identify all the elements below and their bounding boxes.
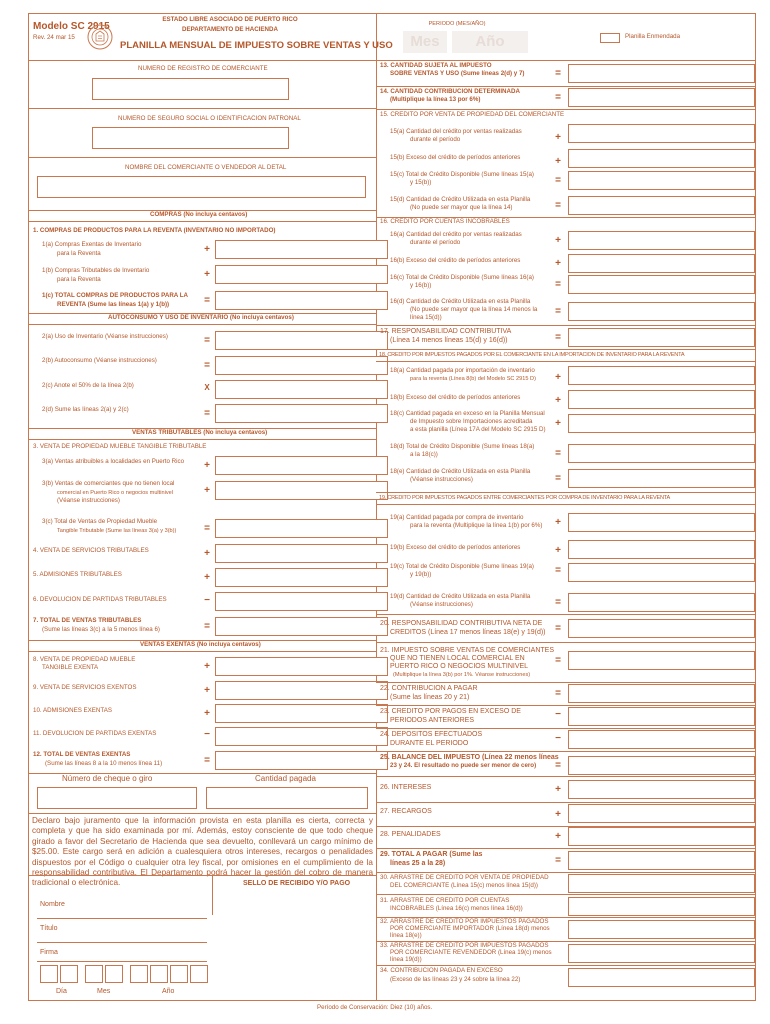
line-19-header: 19. CREDITO POR IMPUESTOS PAGADOS ENTRE COMERCIANTES POR COMPRA DE INVENTARIO PARA LA REVENTA: [379, 495, 670, 501]
line-2d-amount[interactable]: [215, 404, 388, 423]
plus-icon: +: [555, 235, 561, 246]
line-20-amount[interactable]: [568, 619, 755, 638]
minus-icon: −: [555, 709, 561, 720]
period-year-placeholder: Año: [475, 33, 505, 50]
line-22-label-2: (Sume las líneas 20 y 21): [390, 694, 470, 701]
line-7-label-2: (Sume las líneas 3(c) a la 5 menos línea 6): [42, 626, 160, 633]
divider: [28, 813, 376, 814]
line-15c-label-2: y 15(b)): [410, 179, 432, 186]
plus-icon: +: [204, 685, 210, 696]
plus-icon: +: [204, 485, 210, 496]
line-16c-label-2: y 16(b)): [410, 282, 432, 289]
line-2b-label: 2(b) Autoconsumo (Véanse instrucciones): [42, 357, 157, 364]
line-2a-amount[interactable]: [215, 331, 388, 350]
line-4-amount[interactable]: [215, 544, 388, 563]
line-18a-label-2: para la reventa (Línea 8(b) del Modelo SC 2915 D): [410, 376, 536, 382]
line-18e-label: 18(e) Cantidad de Crédito Utilizada en esta Planilla: [390, 468, 531, 475]
line-18b-label: 18(b) Exceso del crédito de períodos anteriores: [390, 394, 521, 401]
equals-icon: =: [555, 760, 561, 771]
check-number-field[interactable]: [37, 787, 197, 809]
department-name: DEPARTAMENTO DE HACIENDA: [182, 26, 278, 33]
equals-icon: =: [555, 623, 561, 634]
line-34-label-2: (Exceso de las líneas 23 y 24 sobre la línea 22): [390, 976, 521, 983]
divider: [376, 776, 756, 777]
line-12-label-2: (Sume las líneas 8 a la 10 menos línea 11): [45, 760, 163, 767]
state-name: ESTADO LIBRE ASOCIADO DE PUERTO RICO: [162, 16, 298, 23]
line-23-label-2: PERIODOS ANTERIORES: [390, 717, 475, 724]
divider: [376, 361, 756, 362]
line-18d-label: 18(d) Total de Crédito Disponible (Sume líneas 18(a): [390, 443, 535, 450]
line-1c-label: 1(c) TOTAL COMPRAS DE PRODUCTOS PARA LA: [42, 292, 188, 299]
line-8-label-2: TANGIBLE EXENTA: [42, 664, 99, 671]
equals-icon: =: [204, 360, 210, 371]
line-28-label: 28. PENALIDADES: [380, 831, 441, 838]
line-16d-label: 16(d) Cantidad de Crédito Utilizada en esta Planilla: [390, 298, 531, 305]
check-number-label: Número de cheque o giro: [62, 774, 153, 783]
line-14-amount[interactable]: [568, 88, 755, 107]
plus-icon: +: [555, 809, 561, 820]
divider: [28, 439, 376, 440]
line-15b-amount[interactable]: [568, 149, 755, 168]
signature-title-label: Título: [40, 925, 58, 932]
divider: [376, 349, 756, 350]
line-25-label: 25. BALANCE DEL IMPUESTO (Línea 22 menos líneas: [380, 754, 559, 761]
line-3b-amount[interactable]: [215, 481, 388, 500]
form-code: Modelo SC 2915: [33, 21, 110, 32]
line-15c-label: 15(c) Total de Crédito Disponible (Sume líneas 15(a): [390, 171, 534, 178]
line-19a-label-2: para la reventa (Multiplique la línea 1(b) por 6%): [410, 522, 543, 529]
divider: [212, 875, 213, 915]
line-29-label: 29. TOTAL A PAGAR (Sume las: [380, 851, 483, 858]
line-3b-label: 3(b) Ventas de comerciantes que no tienen local: [42, 480, 175, 487]
date-year-label: Año: [162, 988, 175, 995]
plus-icon: +: [555, 545, 561, 556]
line-21-amount[interactable]: [568, 651, 755, 670]
line-18d-amount[interactable]: [568, 444, 755, 463]
plus-icon: +: [204, 269, 210, 280]
plus-icon: +: [555, 395, 561, 406]
line-5-label: 5. ADMISIONES TRIBUTABLES: [33, 571, 122, 578]
period-month-input[interactable]: [403, 31, 447, 53]
header-divider: [28, 60, 756, 61]
line-18c-label-2: de Impuesto sobre Importaciones acreditada: [410, 418, 533, 425]
plus-icon: +: [555, 372, 561, 383]
line-34-amount[interactable]: [568, 968, 755, 987]
line-11-amount[interactable]: [215, 727, 388, 746]
divider: [376, 614, 756, 615]
divider: [376, 86, 756, 87]
line-18a-amount[interactable]: [568, 366, 755, 385]
divider: [376, 728, 756, 729]
date-day-label: Día: [56, 988, 67, 995]
minus-icon: −: [204, 729, 210, 740]
divider: [376, 682, 756, 683]
line-7-label: 7. TOTAL DE VENTAS TRIBUTABLES: [33, 617, 142, 624]
line-18c-label: 18(c) Cantidad pagada en exceso en la Planilla Mensual: [390, 410, 545, 417]
divider: [28, 221, 376, 222]
line-4-label: 4. VENTA DE SERVICIOS TRIBUTABLES: [33, 547, 149, 554]
line-14-label-2: (Multiplique la línea 13 por 6%): [390, 96, 481, 103]
line-9-label: 9. VENTA DE SERVICIOS EXENTOS: [33, 684, 137, 691]
line-13-amount[interactable]: [568, 64, 755, 83]
merchant-reg-label: NUMERO DE REGISTRO DE COMERCIANTE: [138, 65, 268, 72]
line-1c-label-2: REVENTA (Sume las líneas 1(a) y 1(b)): [57, 301, 170, 308]
equals-icon: =: [555, 448, 561, 459]
line-18d-label-2: a la 18(c)): [410, 451, 438, 458]
line-23-amount[interactable]: [568, 707, 755, 726]
line-18c-amount[interactable]: [568, 414, 755, 433]
amended-label: Planilla Enmendada: [625, 33, 681, 40]
line-21-label-2: QUE NO TIENEN LOCAL COMERCIAL EN: [390, 655, 525, 662]
divider: [376, 492, 756, 493]
line-19b-label: 19(b) Exceso del crédito de períodos anteriores: [390, 544, 521, 551]
date-day-2[interactable]: [60, 965, 78, 983]
plus-icon: +: [204, 572, 210, 583]
divider: [28, 651, 376, 652]
line-2b-amount[interactable]: [215, 356, 388, 375]
line-3-header: 3. VENTA DE PROPIEDAD MUEBLE TANGIBLE TRIBUTABLE: [33, 443, 207, 450]
merchant-name-label: NOMBRE DEL COMERCIANTE O VENDEDOR AL DETAL: [125, 164, 287, 171]
line-15b-label: 15(b) Exceso del crédito de períodos anteriores: [390, 154, 521, 161]
plus-icon: +: [204, 548, 210, 559]
line-32-amount[interactable]: [568, 920, 755, 939]
line-33-amount[interactable]: [568, 944, 755, 963]
line-16d-label-2: (No puede ser mayor que la línea 14 menos la: [410, 306, 538, 313]
line-2c-label: 2(c) Anote el 50% de la línea 2(b): [42, 382, 134, 389]
line-22-amount[interactable]: [568, 684, 755, 703]
line-18e-amount[interactable]: [568, 469, 755, 488]
date-year-3[interactable]: [170, 965, 188, 983]
line-33-label-2: POR COMERCIANTE REVENDEDOR (Línea 19(c) menos: [390, 949, 552, 956]
line-15a-label-2: durante el período: [410, 136, 461, 143]
line-22-label: 22. CONTRIBUCION A PAGAR: [380, 685, 478, 692]
line-33-label-3: línea 19(d)): [390, 956, 422, 963]
equals-icon: =: [555, 688, 561, 699]
line-3b-label-3: (Véanse instrucciones): [57, 497, 120, 504]
line-21-label-3: PUERTO RICO O NEGOCIOS MULTINIVEL: [390, 663, 529, 670]
line-24-amount[interactable]: [568, 730, 755, 749]
received-stamp-label: SELLO DE RECIBIDO Y/O PAGO: [243, 880, 351, 887]
date-year-4[interactable]: [190, 965, 208, 983]
divider: [376, 504, 756, 505]
line-31-label: 31. ARRASTRE DE CREDITO POR CUENTAS: [380, 897, 510, 904]
line-10-amount[interactable]: [215, 704, 388, 723]
line-26-amount[interactable]: [568, 780, 755, 799]
line-26-label: 26. INTERESES: [380, 784, 432, 791]
line-16-header: 16. CREDITO POR CUENTAS INCOBRABLES: [380, 218, 510, 225]
equals-icon: =: [555, 68, 561, 79]
line-1b-label: 1(b) Compras Tributables de Inventario: [42, 267, 150, 274]
line-1a-label: 1(a) Compras Exentas de Inventario: [42, 241, 142, 248]
line-24-label: 24. DEPOSITOS EFECTUADOS: [380, 731, 483, 738]
line-15-header: 15. CREDITO POR VENTA DE PROPIEDAD DEL COMERCIANTE: [380, 111, 565, 118]
line-21-label-4: (Multiplique la línea 3(b) por 1%. Véanse instrucciones): [393, 672, 531, 678]
line-15d-label-2: (No puede ser mayor que la línea 14): [410, 204, 513, 211]
divider: [376, 325, 756, 326]
line-8-amount[interactable]: [215, 657, 388, 676]
period-label: PERIODO (MES/AÑO): [428, 21, 486, 27]
line-16d-amount[interactable]: [568, 302, 755, 321]
line-18c-label-3: a esta planilla (Línea 17A del Modelo SC 2915 D): [410, 426, 546, 433]
line-19d-label: 19(d) Cantidad de Crédito Utilizada en esta Planilla: [390, 593, 531, 600]
line-6-label: 6. DEVOLUCION DE PARTIDAS TRIBUTABLES: [33, 596, 167, 603]
taxable-sales-header: VENTAS TRIBUTABLES (No incluya centavos): [132, 429, 268, 436]
equals-icon: =: [555, 92, 561, 103]
line-17-amount[interactable]: [568, 328, 755, 347]
equals-icon: =: [555, 655, 561, 666]
date-year-2[interactable]: [150, 965, 168, 983]
exempt-sales-header: VENTAS EXENTAS (No incluya centavos): [140, 641, 261, 648]
line-3a-amount[interactable]: [215, 456, 388, 475]
line-34-label: 34. CONTRIBUCION PAGADA EN EXCESO: [380, 967, 503, 974]
amount-paid-field[interactable]: [206, 787, 368, 809]
line-16c-amount[interactable]: [568, 275, 755, 294]
equals-icon: =: [555, 279, 561, 290]
equals-icon: =: [204, 295, 210, 306]
right-border: [755, 13, 756, 1000]
equals-icon: =: [555, 855, 561, 866]
plus-icon: +: [204, 708, 210, 719]
line-24-label-2: DURANTE EL PERIODO: [390, 740, 469, 747]
line-18a-label: 18(a) Cantidad pagada por importación de inventario: [390, 367, 535, 374]
period-month-placeholder: Mes: [410, 33, 440, 50]
plus-icon: +: [555, 156, 561, 167]
line-3c-label: 3(c) Total de Ventas de Propiedad Mueble: [42, 518, 158, 525]
line-19b-amount[interactable]: [568, 540, 755, 559]
plus-icon: +: [555, 831, 561, 842]
line-19c-label-2: y 19(b)): [410, 571, 432, 578]
line-1a-amount[interactable]: [215, 240, 388, 259]
line-19c-label: 19(c) Total de Crédito Disponible (Sume líneas 19(a): [390, 563, 534, 570]
left-border: [28, 13, 29, 1000]
equals-icon: =: [555, 332, 561, 343]
line-7-amount[interactable]: [215, 617, 388, 636]
plus-icon: +: [555, 784, 561, 795]
line-23-label: 23. CREDITO POR PAGOS EN EXCESO DE: [380, 708, 521, 715]
plus-icon: +: [555, 418, 561, 429]
equals-icon: =: [555, 565, 561, 576]
line-5-amount[interactable]: [215, 568, 388, 587]
line-10-label: 10. ADMISIONES EXENTAS: [33, 707, 112, 714]
line-12-amount[interactable]: [215, 751, 388, 770]
line-15d-amount[interactable]: [568, 196, 755, 215]
line-14-label: 14. CANTIDAD CONTRIBUCION DETERMINADA: [380, 88, 520, 95]
divider: [376, 705, 756, 706]
line-32-label: 32. ARRASTRE DE CREDITO POR IMPUESTOS PAGADOS: [380, 918, 549, 925]
times-icon: X: [204, 383, 210, 392]
line-16b-amount[interactable]: [568, 254, 755, 273]
line-3b-label-2: comercial en Puerto Rico o negocios multinivel: [57, 490, 173, 496]
divider: [376, 872, 756, 873]
equals-icon: =: [555, 597, 561, 608]
divider: [376, 642, 756, 643]
form-revision: Rev. 24 mar 15: [33, 34, 75, 41]
line-3a-label: 3(a) Ventas atribuibles a localidades en Puerto Rico: [42, 458, 185, 465]
line-15d-label: 15(d) Cantidad de Crédito Utilizada en esta Planilla: [390, 196, 531, 203]
line-8-label: 8. VENTA DE PROPIEDAD MUEBLE: [33, 656, 136, 663]
line-19d-amount[interactable]: [568, 593, 755, 612]
date-day-1[interactable]: [40, 965, 58, 983]
hacienda-seal-icon: [87, 24, 113, 50]
line-33-label: 33. ARRASTRE DE CREDITO POR IMPUESTOS PAGADOS: [380, 942, 549, 949]
plus-icon: +: [555, 132, 561, 143]
plus-icon: +: [555, 258, 561, 269]
equals-icon: =: [555, 306, 561, 317]
signature-name-line[interactable]: [37, 918, 207, 919]
plus-icon: +: [204, 460, 210, 471]
line-17-label-2: (Línea 14 menos líneas 15(d) y 16(d)): [390, 337, 508, 344]
line-16b-label: 16(b) Exceso del crédito de períodos anteriores: [390, 257, 521, 264]
bottom-border: [28, 1000, 756, 1001]
divider: [376, 802, 756, 803]
line-3c-label-2: Tangible Tributable (Sume las líneas 3(a) y 3(b)): [57, 528, 177, 534]
equals-icon: =: [555, 200, 561, 211]
line-16a-label: 16(a) Cantidad del crédito por ventas realizadas: [390, 231, 522, 238]
center-divider: [376, 13, 377, 1000]
plus-icon: +: [555, 517, 561, 528]
signature-label: Firma: [40, 949, 58, 956]
line-6-amount[interactable]: [215, 592, 388, 611]
signature-name-label: Nombre: [40, 901, 65, 908]
line-13-label: 13. CANTIDAD SUJETA AL IMPUESTO: [380, 62, 492, 69]
retention-period: Período de Conservación: Diez (10) años.: [317, 1004, 433, 1011]
line-25-label-2: 23 y 24. El resultado no puede ser menor de cero): [390, 762, 537, 769]
line-16a-label-2: durante el período: [410, 239, 461, 246]
line-3c-amount[interactable]: [215, 519, 388, 538]
line-29-label-2: líneas 25 a la 28): [390, 860, 446, 867]
declaration-text: Declaro bajo juramento que la información provista en esta planilla es cierta, correcta y completa y que ha sido examinada por mí. Además, estoy consciente de que todo cheque girado a favor del Secretario de Hacienda que sea devuelto, conllevará un cargo mínimo de $25.00. Este cargo será en adición a cualesquiera otros intereses, recargos o penalidades dispuestos por el Código o cualquier otra ley fiscal, por omisiones en el cumplimiento de la responsabilidad contributiva. El Departamento podrá hacer la gestión del cobro de manera tradicional o electrónica.: [32, 816, 373, 888]
line-2d-label: 2(d) Sume las líneas 2(a) y 2(c): [42, 406, 129, 413]
signature-line[interactable]: [37, 961, 207, 962]
line-30-label-2: DEL COMERCIANTE (Línea 15(c) menos línea 15(d)): [390, 882, 538, 889]
line-12-label: 12. TOTAL DE VENTAS EXENTAS: [33, 751, 131, 758]
line-1a-label-2: para la Reventa: [57, 250, 101, 257]
signature-title-line[interactable]: [37, 942, 207, 943]
line-1b-label-2: para la Reventa: [57, 276, 101, 283]
form-title: PLANILLA MENSUAL DE IMPUESTO SOBRE VENTAS Y USO: [120, 40, 393, 51]
divider: [376, 751, 756, 752]
line-15c-amount[interactable]: [568, 171, 755, 190]
line-27-label: 27. RECARGOS: [380, 808, 432, 815]
merchant-reg-field[interactable]: [92, 78, 289, 100]
divider: [28, 875, 376, 876]
ssn-label: NUMERO DE SEGURO SOCIAL O IDENTIFICACION PATRONAL: [118, 115, 301, 122]
line-28-amount[interactable]: [568, 827, 755, 846]
line-29-amount[interactable]: [568, 851, 755, 870]
ssn-field[interactable]: [92, 127, 289, 149]
line-15a-amount[interactable]: [568, 124, 755, 143]
divider: [28, 108, 376, 109]
merchant-name-field[interactable]: [37, 176, 366, 198]
amount-paid-label: Cantidad pagada: [255, 774, 316, 783]
line-21-label: 21. IMPUESTO SOBRE VENTAS DE COMERCIANTES: [380, 647, 554, 654]
divider: [28, 324, 376, 325]
line-25-amount[interactable]: [568, 756, 755, 775]
line-2a-label: 2(a) Uso de Inventario (Véanse instrucciones): [42, 333, 168, 340]
line-31-label-2: INCOBRABLES (Línea 16(c) menos línea 16(d)): [390, 905, 523, 912]
plus-icon: +: [204, 661, 210, 672]
line-27-amount[interactable]: [568, 804, 755, 823]
line-13-label-2: SOBRE VENTAS Y USO (Sume líneas 2(d) y 7): [390, 70, 525, 77]
divider: [376, 848, 756, 849]
equals-icon: =: [204, 621, 210, 632]
equals-icon: =: [555, 175, 561, 186]
top-border: [28, 13, 756, 14]
line-1b-amount[interactable]: [215, 265, 388, 284]
line-19a-label: 19(a) Cantidad pagada por compra de inventario: [390, 514, 524, 521]
equals-icon: =: [204, 523, 210, 534]
line-18e-label-2: (Véanse instrucciones): [410, 476, 473, 483]
line-32-label-3: línea 18(e)): [390, 932, 422, 939]
minus-icon: −: [555, 733, 561, 744]
equals-icon: =: [204, 335, 210, 346]
line-32-label-2: POR COMERCIANTE IMPORTADOR (Línea 18(d) menos: [390, 925, 550, 932]
equals-icon: =: [204, 755, 210, 766]
divider: [28, 157, 376, 158]
line-17-label: 17. RESPONSABILIDAD CONTRIBUTIVA: [380, 328, 512, 335]
line-2c-amount[interactable]: [215, 380, 388, 399]
line-19a-amount[interactable]: [568, 513, 755, 532]
date-month-2[interactable]: [105, 965, 123, 983]
date-month-1[interactable]: [85, 965, 103, 983]
line-19c-amount[interactable]: [568, 563, 755, 582]
equals-icon: =: [204, 408, 210, 419]
line-30-label: 30. ARRASTRE DE CREDITO POR VENTA DE PROPIEDAD: [380, 874, 549, 881]
date-month-label: Mes: [97, 988, 111, 995]
line-20-label-2: CREDITOS (Línea 17 menos líneas 18(e) y 19(d)): [390, 629, 546, 636]
divider: [376, 109, 756, 110]
line-16d-label-3: línea 15(d)): [410, 314, 442, 321]
line-16a-amount[interactable]: [568, 231, 755, 250]
line-1-header: 1. COMPRAS DE PRODUCTOS PARA LA REVENTA (INVENTARIO NO IMPORTADO): [33, 227, 276, 234]
line-18b-amount[interactable]: [568, 390, 755, 409]
divider: [376, 965, 756, 966]
divider: [376, 894, 756, 895]
line-31-amount[interactable]: [568, 897, 755, 916]
line-11-label: 11. DEVOLUCION DE PARTIDAS EXENTAS: [33, 730, 157, 737]
line-16c-label: 16(c) Total de Crédito Disponible (Sume líneas 16(a): [390, 274, 534, 281]
date-year-1[interactable]: [130, 965, 148, 983]
period-year-input[interactable]: [452, 31, 528, 53]
line-1c-amount[interactable]: [215, 291, 388, 310]
self-consumption-header: AUTOCONSUMO Y USO DE INVENTARIO (No incluya centavos): [108, 314, 294, 321]
plus-icon: +: [204, 244, 210, 255]
line-18-header: 18. CREDITO POR IMPUESTOS PAGADOS POR EL COMERCIANTE EN LA IMPORTACION DE INVENTARIO PARA LA REVENTA: [379, 352, 685, 358]
line-15a-label: 15(a) Cantidad del crédito por ventas realizadas: [390, 128, 522, 135]
amended-checkbox[interactable]: [600, 33, 620, 43]
equals-icon: =: [555, 473, 561, 484]
minus-icon: −: [204, 595, 210, 606]
line-20-label: 20. RESPONSABILIDAD CONTRIBUTIVA NETA DE: [380, 620, 543, 627]
line-30-amount[interactable]: [568, 874, 755, 893]
line-19d-label-2: (Véanse instrucciones): [410, 601, 473, 608]
line-9-amount[interactable]: [215, 681, 388, 700]
purchases-header: COMPRAS (No incluya centavos): [150, 211, 248, 218]
